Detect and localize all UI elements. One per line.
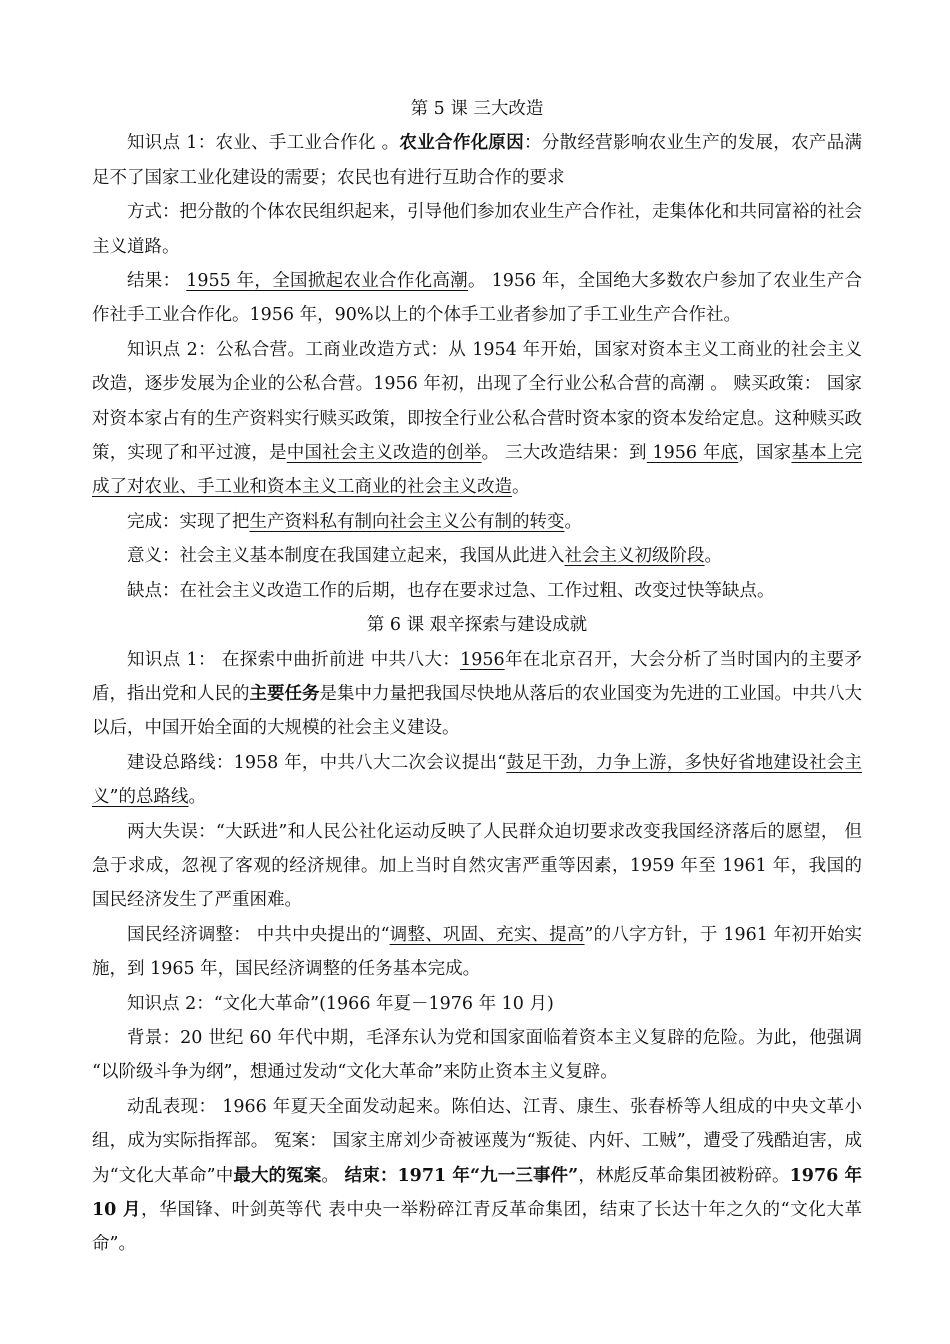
text: ”的八字方针，于 1961 年初开始实施，到 1965 年，国民经济调整的任务基本完成。 [92, 924, 862, 980]
lesson6-general-line [92, 746, 862, 815]
lesson6-knowledge-point-1 [92, 643, 862, 746]
underlined-text: 调整、巩固、充实、提高 [389, 924, 585, 945]
lesson6-knowledge-point-2: 知识点 2：“文化大革命”(1966 年夏－1976 年 10 月) [127, 993, 554, 1014]
underlined-text: 鼓足干劲，力争上游，多快好省地建设社会主义”的总路线 [92, 752, 863, 808]
lesson5-knowledge-point-1 [92, 126, 862, 195]
text: 国民经济调整： 中共中央提出的“ [127, 924, 390, 945]
text: 知识点 2：公私合营。工商业改造方式：从 1954 年开始，国家对资本主义工商业的社会主义改造，逐步发展为企业的公私合营。1956 年初，出现了全行业公私合营的高潮 。 赎买政策： 国家对资本家占有的生产资料实行赎买政策，即按全行业公私合营时资本家的资本发给定息。这种赎买政策，实现了和平过渡，是 [92, 339, 862, 464]
underlined-text: 中国社会主义改造的创举 [286, 443, 482, 464]
bold-text: 1976 年 10 月 [92, 1165, 862, 1220]
underlined-text: 1955 年，全国掀起农业合作化高潮 [186, 271, 468, 292]
text: 知识点 1： 在探索中曲折前进 中共八大： [127, 649, 461, 670]
text: 意义：社会主义基本制度在我国建立起来，我国从此进入 [127, 546, 565, 567]
underlined-text: 1956 [460, 649, 505, 670]
lesson5-title: 第 5 课 三大改造 [410, 99, 544, 119]
text: ，国家 [738, 443, 792, 464]
text: 动乱表现： 1966 年夏天全面发动起来。陈伯达、江青、康生、张春桥等人组成的中央文革小组，成为实际指挥部。 冤案： 国家主席刘少奇被诬蔑为“叛徒、内奸、工贼”，遭受了残酷迫害，成为“文化大革命”中 [92, 1096, 862, 1186]
text: 建设总路线：1958 年，中共八大二次会议提出“ [127, 752, 507, 773]
lesson5-meaning [92, 539, 862, 573]
text: 完成：实现了把 [127, 511, 250, 532]
bold-text: 最大的冤案 [233, 1165, 322, 1186]
lesson6-adjustment [92, 918, 862, 987]
bold-text: 农业合作化原因 [399, 133, 525, 154]
underlined-text: 基本上完成了对农业、手工业和资本主义工商业的社会主义改造 [92, 443, 863, 498]
lesson5-result [92, 264, 862, 333]
text: 。 [321, 1165, 345, 1186]
lesson6-title: 第 6 课 艰辛探索与建设成就 [366, 615, 588, 636]
text: ：分散经营影响农业生产的发展，农产品满足不了国家工业化建设的需要；农民也有进行互助合作的要求 [92, 133, 863, 188]
lesson6-mistakes: 两大失误：“大跃进”和人民公社化运动反映了人民群众迫切要求改变我国经济落后的愿望， 但急于求成，忽视了客观的经济规律。加上当时自然灾害严重等因素，1959 年至 1961 年，我国的国民经济发生了严重困难。 [92, 821, 862, 911]
lesson5-complete [92, 505, 862, 539]
lesson6-background: 背景：20 世纪 60 年代中期，毛泽东认为党和国家面临着资本主义复辟的危险。为此，他强调 “以阶级斗争为纲”，想通过发动“文化大革命”来防止资本主义复辟。 [92, 1027, 862, 1083]
lesson5-knowledge-point-2 [92, 333, 862, 505]
bold-text: 主要任务 [249, 683, 320, 704]
text: 。 [564, 511, 582, 532]
lesson5-method: 方式：把分散的个体农民组织起来，引导他们参加农业生产合作社，走集体化和共同富裕的社会主义道路。 [92, 202, 862, 257]
text: 。 [512, 477, 530, 498]
text: ，华国锋、叶剑英等代 表中央一举粉碎江青反革命集团，结束了长达十年之久的“文化大革命”。 [92, 1200, 862, 1255]
text: 结果： [127, 271, 187, 292]
text: ，林彪反革命集团被粉碎。 [578, 1165, 790, 1186]
text: 。 三大改造结果：到 [481, 443, 647, 464]
text: 。 [704, 546, 722, 567]
lesson6-chaos [92, 1090, 862, 1262]
text: 。 1956 年，全国绝大多数农户参加了农业生产合作社手工业合作化。1956 年，90%以上的个体手工业者参加了手工业生产合作社。 [92, 271, 862, 326]
underlined-text: 1956 年底 [646, 443, 739, 464]
text: 年在北京召开，大会分析了当时国内的主要矛盾，指出党和人民的 [92, 649, 863, 704]
underlined-text: 社会主义初级阶段 [564, 546, 705, 567]
bold-text: 结束：1971 年“九一三事件” [344, 1165, 579, 1186]
lesson5-flaw: 缺点：在社会主义改造工作的后期，也存在要求过急、工作过粗、改变过快等缺点。 [127, 580, 775, 601]
text: 是集中力量把我国尽快地从落后的农业国变为先进的工业国。中共八大以后，中国开始全面的大规模的社会主义建设。 [92, 683, 862, 739]
text: 知识点 1：农业、手工业合作化 。 [127, 133, 400, 154]
text: 。 [188, 787, 206, 808]
underlined-text: 生产资料私有制向社会主义公有制的转变 [249, 511, 565, 532]
